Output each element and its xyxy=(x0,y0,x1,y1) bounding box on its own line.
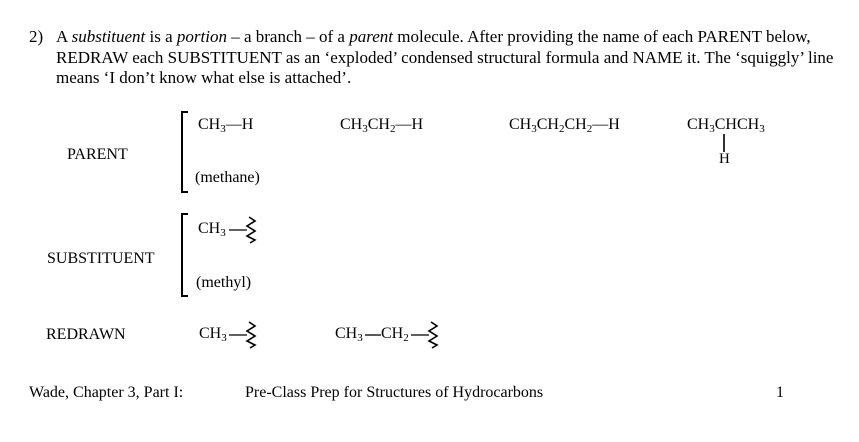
formula-subscript: 3 xyxy=(357,332,363,344)
squiggle-icon xyxy=(247,217,255,243)
formula-part: —H xyxy=(225,116,254,133)
formula-subscript: 3 xyxy=(362,123,368,135)
formula-subscript: 3 xyxy=(220,227,226,239)
formula-subscript: 3 xyxy=(531,123,537,135)
footer-chapter: Wade, Chapter 3, Part I: xyxy=(29,384,184,401)
question-text-run: is a xyxy=(145,27,177,46)
formula-part: CH xyxy=(340,116,363,133)
formula-subscript: 2 xyxy=(403,332,409,344)
formula-isopropane-h: H xyxy=(719,151,730,167)
formula-part: CH xyxy=(335,325,358,342)
squiggle-icon xyxy=(429,322,437,348)
question-text-run: – a branch – of a xyxy=(226,27,350,46)
formula-subscript: 3 xyxy=(221,332,227,344)
formula-part: CH xyxy=(687,116,710,133)
parent-row-label: PARENT xyxy=(67,146,128,163)
methane-name: (methane) xyxy=(195,169,260,186)
question-emphasis: portion xyxy=(176,27,227,46)
formula-part: CH xyxy=(367,116,390,133)
formula-part: —H xyxy=(395,116,424,133)
question-number: 2) xyxy=(29,27,44,46)
formula-part: CH xyxy=(381,325,404,342)
formula-part: CHCH xyxy=(714,116,760,133)
formula-subscript: 3 xyxy=(220,123,226,135)
question-emphasis: parent xyxy=(349,27,393,46)
formula-part: CH xyxy=(509,116,532,133)
formula-subscript: 2 xyxy=(389,123,396,135)
formula-part: CH xyxy=(199,325,222,342)
formula-subscript: 3 xyxy=(759,123,765,135)
question-emphasis: substituent xyxy=(71,27,146,46)
squiggle-icon xyxy=(247,322,255,348)
formula-part: CH xyxy=(198,116,221,133)
redrawn-row-label: REDRAWN xyxy=(46,326,126,343)
footer-title: Pre-Class Prep for Structures of Hydrocarbons xyxy=(245,384,544,401)
page-number: 1 xyxy=(776,384,784,401)
formula-part: CH xyxy=(198,220,221,237)
substituent-row-label: SUBSTITUENT xyxy=(47,250,155,267)
question-text-run: A xyxy=(56,27,72,46)
question-text-run: molecule. After providing the name of each PARENT below, REDRAW each SUBSTITUENT as an ‘exploded’ condensed structural formula and NAME it. The ‘squiggly’ line means ‘I don’t know what else is attached’. xyxy=(56,27,834,87)
formula-part: —H xyxy=(592,116,620,133)
methyl-name: (methyl) xyxy=(196,274,252,291)
formula-subscript: 2 xyxy=(586,123,593,135)
formula-subscript: 3 xyxy=(709,123,715,135)
formula-part: CH xyxy=(536,116,559,133)
formula-part: CH xyxy=(564,116,587,133)
formula-subscript: 2 xyxy=(558,123,565,135)
